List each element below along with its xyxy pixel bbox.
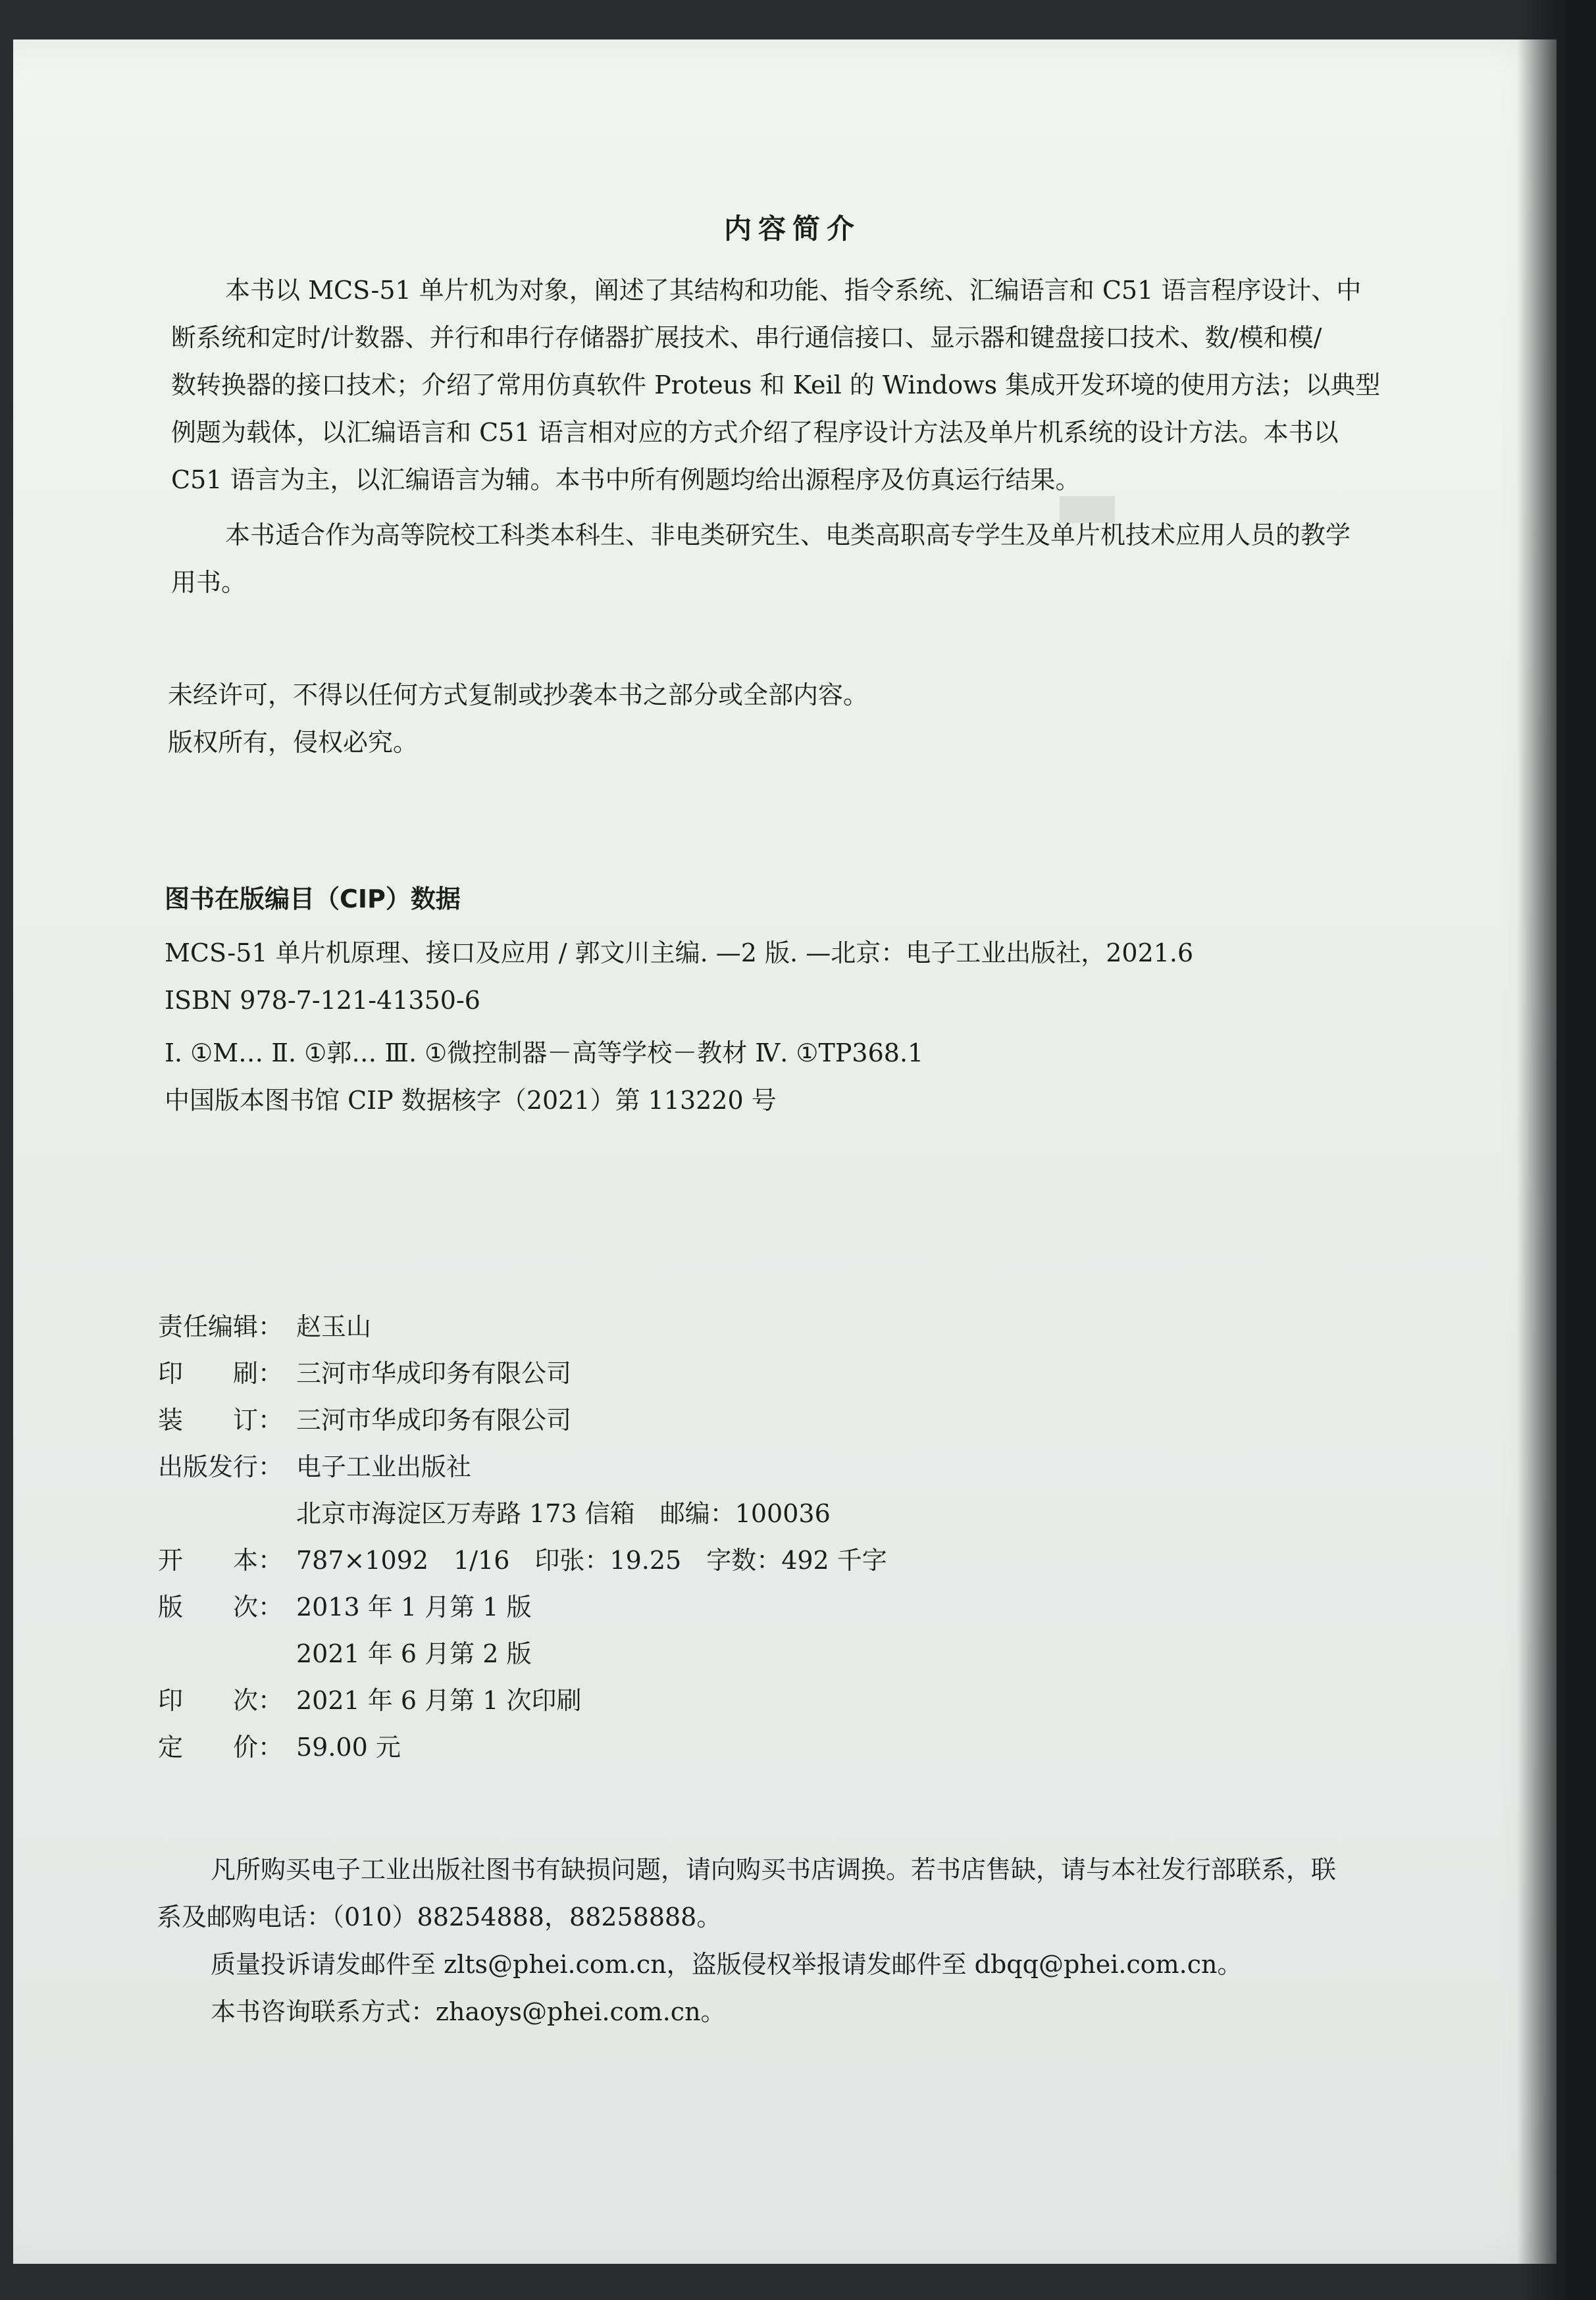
imprint-editor-row (158, 1306, 371, 1342)
publisher-label: 出版发行： (158, 1452, 284, 1481)
imprint-binding-row (158, 1400, 571, 1436)
print-value: 三河市华成印务有限公司 (296, 1359, 572, 1388)
show-through-decoration: ▬ (1053, 461, 1121, 546)
imprint-publisher-row (158, 1446, 471, 1483)
imprint-printing-row (158, 1680, 581, 1716)
notice-line-3: 质量投诉请发邮件至 zlts@phei.com.cn，盗版侵权举报请发邮件至 dbqq@phei.com.cn。 (211, 1950, 1243, 1979)
publisher-value: 电子工业出版社 (296, 1452, 472, 1481)
binding-value: 三河市华成印务有限公司 (296, 1406, 572, 1435)
format-label: 开 本： (158, 1546, 284, 1575)
print-label: 印 刷： (158, 1359, 284, 1388)
intro-p2-line: 本书适合作为高等院校工科类本科生、非电类研究生、电类高职高专学生及单片机技术应用人员的教学 (225, 521, 1351, 549)
editor-label: 责任编辑： (158, 1312, 284, 1341)
cip-isbn: ISBN 978-7-121-41350-6 (165, 986, 480, 1015)
notice-line-2: 系及邮购电话：（010）88254888，88258888。 (157, 1903, 722, 1931)
cip-block (165, 879, 1193, 1124)
cip-record: 中国版本图书馆 CIP 数据核字（2021）第 113220 号 (165, 1086, 777, 1115)
address-value: 北京市海淀区万寿路 173 信箱 邮编：100036 (296, 1499, 831, 1528)
intro-p1-line: 数转换器的接口技术；介绍了常用仿真软件 Proteus 和 Keil 的 Windows 集成开发环境的使用方法；以典型 (171, 371, 1381, 399)
rights-line-1: 未经许可，不得以任何方式复制或抄袭本书之部分或全部内容。 (168, 680, 869, 709)
price-value: 59.00 元 (296, 1733, 401, 1762)
notice-line-1: 凡所购买电子工业出版社图书有缺损问题，请向购买书店调换。若书店售缺，请与本社发行部联系，联 (211, 1855, 1337, 1884)
edition-label: 版 次： (158, 1593, 284, 1622)
edition-value-1: 2013 年 1 月第 1 版 (296, 1593, 532, 1622)
intro-p1-line: 断系统和定时/计数器、并行和串行存储器扩展技术、串行通信接口、显示器和键盘接口技术、数/模和模/ (171, 323, 1322, 352)
purchase-notice (157, 1846, 1336, 2035)
rights-notice (168, 671, 868, 766)
intro-paragraph-2 (171, 511, 1514, 606)
intro-title: 内容简介 (724, 213, 862, 245)
imprint-price-row (158, 1727, 401, 1763)
notice-line-4: 本书咨询联系方式：zhaoys@phei.com.cn。 (211, 1997, 726, 2026)
book-gutter-shadow (1517, 0, 1596, 2300)
cip-classification: Ⅰ. ①M… Ⅱ. ①郭… Ⅲ. ①微控制器－高等学校－教材 Ⅳ. ①TP368.1 (165, 1038, 924, 1067)
intro-p1-line: C51 语言为主，以汇编语言为辅。本书中所有例题均给出源程序及仿真运行结果。 (171, 465, 1081, 494)
intro-paragraph-1 (171, 267, 1514, 503)
book-copyright-page (13, 39, 1557, 2264)
cip-entry: MCS-51 单片机原理、接口及应用 / 郭文川主编. —2 版. —北京：电子工业出版社，2021.6 (165, 938, 1194, 967)
binding-label: 装 订： (158, 1406, 284, 1435)
rights-line-2: 版权所有，侵权必究。 (168, 728, 419, 757)
price-label: 定 价： (158, 1733, 284, 1762)
imprint-edition-row-2 (158, 1633, 531, 1670)
intro-p1-line: 例题为载体，以汇编语言和 C51 语言相对应的方式介绍了程序设计方法及单片机系统的设计方法。本书以 (171, 418, 1339, 447)
intro-p2-line: 用书。 (171, 568, 247, 597)
imprint-edition-row (158, 1587, 531, 1623)
printing-value: 2021 年 6 月第 1 次印刷 (296, 1686, 582, 1715)
imprint-block (158, 1306, 1145, 1780)
format-value: 787×1092 1/16 印张：19.25 字数：492 千字 (296, 1546, 887, 1575)
imprint-print-row (158, 1353, 571, 1389)
imprint-address-row (158, 1493, 831, 1529)
printing-label: 印 次： (158, 1686, 284, 1715)
intro-p1-line: 本书以 MCS-51 单片机为对象，阐述了其结构和功能、指令系统、汇编语言和 C51 语言程序设计、中 (225, 276, 1362, 305)
editor-value: 赵玉山 (296, 1312, 372, 1341)
imprint-format-row (158, 1540, 887, 1576)
cip-heading: 图书在版编目（CIP）数据 (165, 884, 461, 913)
edition-value-2: 2021 年 6 月第 2 版 (296, 1639, 532, 1668)
